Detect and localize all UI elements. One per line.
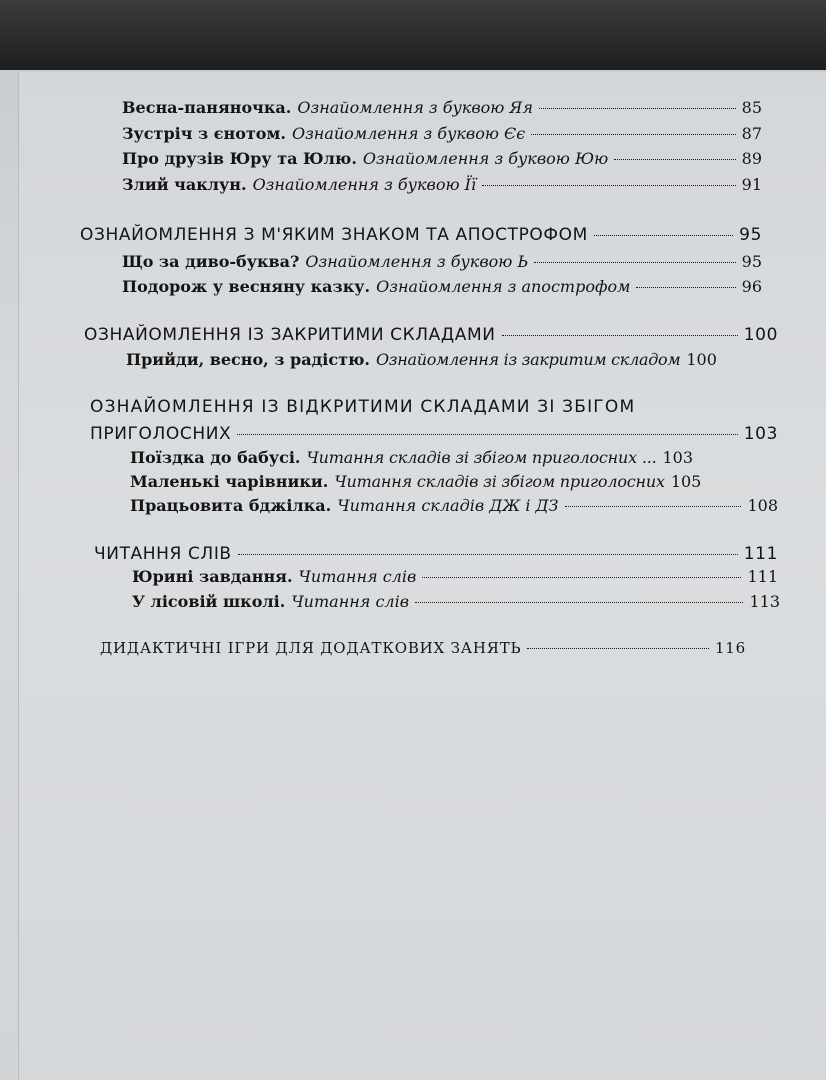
toc-entry-subtitle: Ознайомлення з буквою Яя xyxy=(297,98,533,117)
toc-entry xyxy=(132,592,780,612)
toc-entry xyxy=(130,472,778,492)
dot-leader xyxy=(534,262,735,263)
toc-section xyxy=(80,225,762,245)
toc-page-number: 87 xyxy=(741,124,762,143)
toc-section-title-line1: ОЗНАЙОМЛЕННЯ ІЗ ВІДКРИТИМИ СКЛАДАМИ ЗІ ЗБІГОМ xyxy=(90,397,636,417)
toc-entry-title: Юрині завдання. xyxy=(132,567,293,586)
dot-leader xyxy=(636,287,735,288)
toc-section xyxy=(90,424,778,444)
toc-section-title: ОЗНАЙОМЛЕННЯ ІЗ ЗАКРИТИМИ СКЛАДАМИ xyxy=(84,325,496,345)
toc-entry-title: Подорож у весняну казку. xyxy=(122,277,371,296)
dot-leader xyxy=(482,185,736,186)
toc-entry xyxy=(122,98,762,118)
dot-leader xyxy=(614,159,735,160)
toc-entry-subtitle: Ознайомлення з апострофом xyxy=(376,277,631,296)
toc-page-number: 108 xyxy=(747,496,778,515)
toc-page-number: 111 xyxy=(743,544,778,564)
toc-section xyxy=(100,638,746,658)
dot-leader xyxy=(527,648,709,649)
toc-entry xyxy=(122,277,762,297)
toc-entry xyxy=(130,448,778,468)
toc-entry-title: У лісовій школі. xyxy=(132,592,286,611)
toc-entry xyxy=(122,149,762,169)
toc-entry xyxy=(126,350,778,370)
toc-entry-subtitle: Читання складів зі збігом приголосних xyxy=(334,472,665,491)
dot-leader xyxy=(565,506,742,507)
toc-entry-title: Працьовита бджілка. xyxy=(130,496,332,515)
toc-page-number: 89 xyxy=(741,149,762,168)
toc-entry-subtitle: Читання слів xyxy=(298,567,417,586)
toc-page-number: 105 xyxy=(670,472,702,491)
dot-leader xyxy=(422,577,741,578)
toc-entry xyxy=(122,124,762,144)
toc-entry xyxy=(132,567,778,587)
toc-entry-subtitle: Читання слів xyxy=(291,592,410,611)
dot-leader xyxy=(415,602,743,603)
toc-section-title: ПРИГОЛОСНИХ xyxy=(90,424,232,444)
toc-section-title: ДИДАКТИЧНІ ІГРИ ДЛЯ ДОДАТКОВИХ ЗАНЯТЬ xyxy=(100,639,522,657)
toc-entry-subtitle: Читання складів ДЖ і ДЗ xyxy=(337,496,559,515)
dot-leader xyxy=(539,108,736,109)
toc-entry-subtitle: Читання складів зі збігом приголосних ... xyxy=(306,448,657,467)
toc-page-number: 100 xyxy=(743,325,778,345)
dot-leader xyxy=(237,434,737,435)
toc-page-number: 91 xyxy=(741,175,762,194)
toc-entry-subtitle: Ознайомлення з буквою Ь xyxy=(305,252,529,271)
toc-entry-subtitle: Ознайомлення з буквою Юю xyxy=(362,149,609,168)
toc-entry-title: Поїздка до бабусі. xyxy=(130,448,301,467)
toc-entry-subtitle: Ознайомлення із закритим складом xyxy=(375,350,681,369)
toc-entry-title: Прийди, весно, з радістю. xyxy=(126,350,370,369)
toc-entry xyxy=(130,496,778,516)
toc-section xyxy=(84,325,778,345)
toc-entry-title: Весна-паняночка. xyxy=(122,98,292,117)
toc-page-number: 95 xyxy=(739,225,762,245)
toc-page-number: 100 xyxy=(686,350,717,369)
toc-entry xyxy=(122,252,762,272)
toc-section-title: ОЗНАЙОМЛЕННЯ З М'ЯКИМ ЗНАКОМ ТА АПОСТРОФОМ xyxy=(80,225,588,245)
toc-entry xyxy=(122,175,762,195)
toc-section-title: ЧИТАННЯ СЛІВ xyxy=(94,544,232,564)
toc-entry-subtitle: Ознайомлення з буквою Єє xyxy=(291,124,526,143)
toc-page-number: 96 xyxy=(741,277,762,296)
toc-page-number: 85 xyxy=(741,98,762,117)
toc-entry-title: Що за диво-буква? xyxy=(122,252,300,271)
toc-entry-title: Злий чаклун. xyxy=(122,175,247,194)
dot-leader xyxy=(502,335,738,336)
toc-entry-title: Маленькі чарівники. xyxy=(130,472,329,491)
toc-page-number: 113 xyxy=(749,592,780,611)
toc-page-number: 111 xyxy=(747,567,778,586)
dot-leader xyxy=(238,554,738,555)
toc-entry-title: Про друзів Юру та Юлю. xyxy=(122,149,357,168)
dot-leader xyxy=(594,235,733,236)
toc-entry-subtitle: Ознайомлення з буквою Її xyxy=(252,175,477,194)
toc-page-number: 116 xyxy=(714,639,746,657)
toc-page-number: 95 xyxy=(741,252,762,271)
dot-leader xyxy=(531,134,735,135)
toc-section xyxy=(94,544,778,564)
toc-page-number: 103 xyxy=(743,424,778,444)
toc-entry-title: Зустріч з єнотом. xyxy=(122,124,286,143)
toc-page-number: 103 xyxy=(662,448,694,467)
